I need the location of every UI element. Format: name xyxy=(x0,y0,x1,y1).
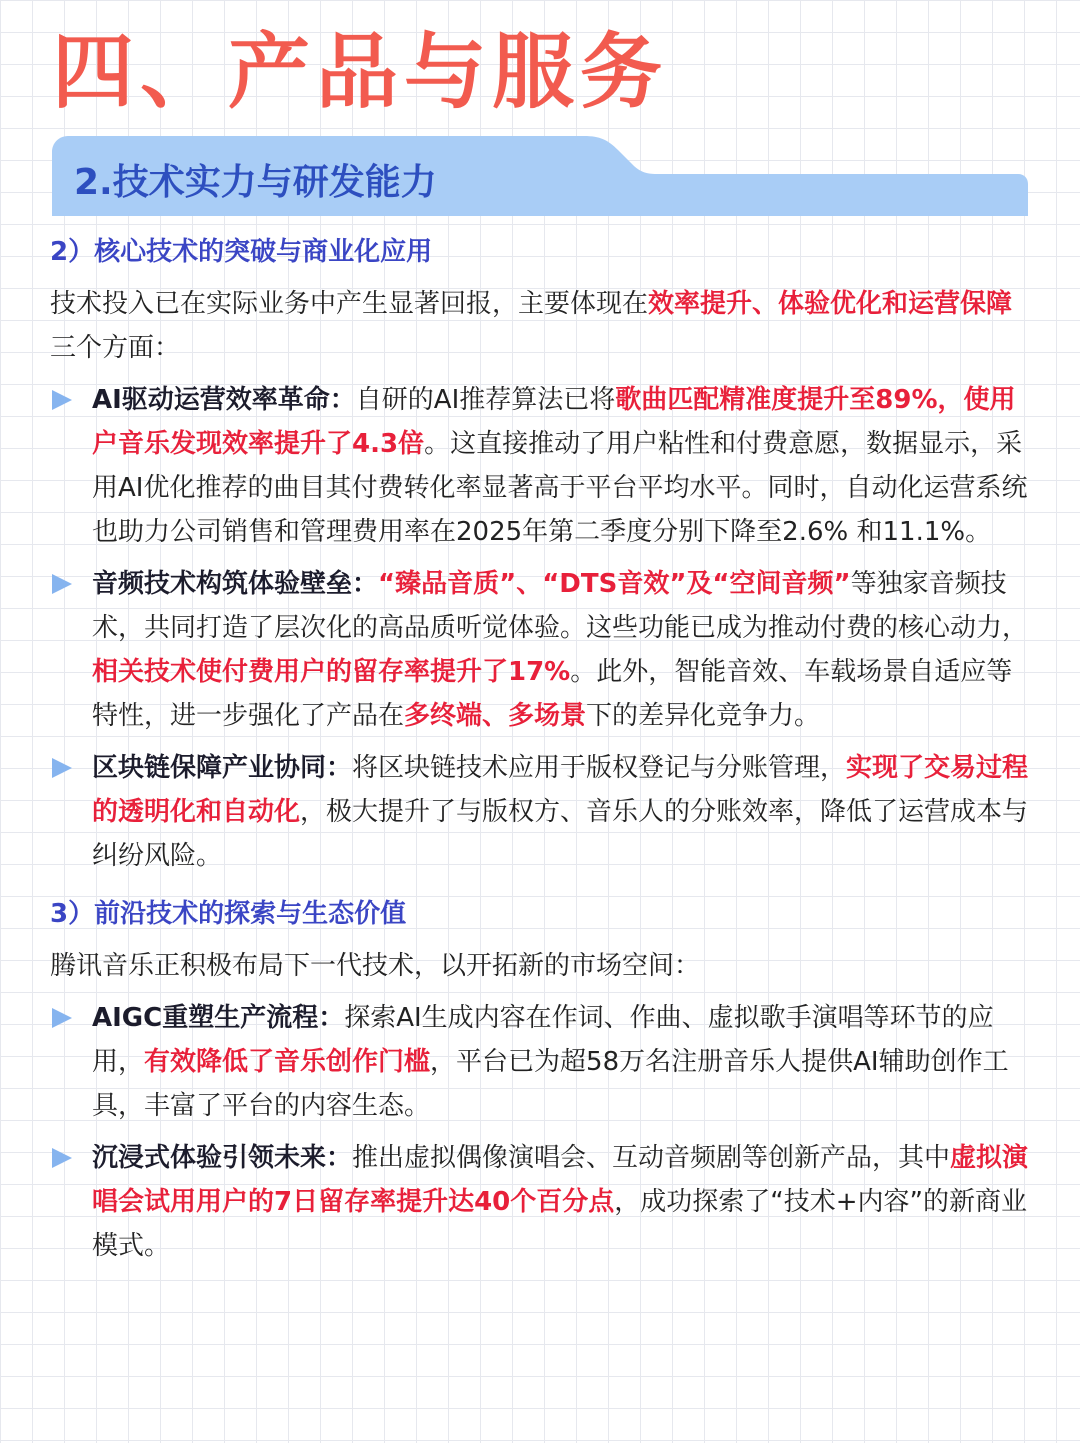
bullet-highlight: 相关技术使付费用户的留存率提升了17% xyxy=(92,657,571,687)
article-body xyxy=(50,230,1030,1268)
intro-text-end: 三个方面： xyxy=(50,333,181,363)
bullet-lead: AI驱动运营效率革命： xyxy=(92,385,356,415)
section-banner xyxy=(52,136,1028,216)
bullet-lead: 音频技术构筑体验壁垒： xyxy=(92,569,379,599)
bullet-text: 自研的AI推荐算法已将 xyxy=(355,385,616,415)
triangle-bullet-icon xyxy=(52,1008,72,1028)
bullet-text: ，极大提升了与版权方、音乐人的分账效率，降低了运营成本与纠纷风险。 xyxy=(92,797,1029,871)
list-item xyxy=(50,562,1030,738)
bullet-text: 。这直接推动了用户粘性和付费意愿，数据显示，采用AI优化推荐的曲目其付费转化率显著高于平台平均水平。同时，自动化运营系统也助力公司销售和管理费用率在2025年第二季度分别下降至2.6% 和11.1%。 xyxy=(92,429,1028,547)
triangle-bullet-icon xyxy=(52,1148,72,1168)
list-item xyxy=(50,746,1030,878)
frontier-tech-list xyxy=(50,996,1030,1268)
triangle-bullet-icon xyxy=(52,574,72,594)
bullet-highlight: “臻品音质”、“DTS音效”及“空间音频” xyxy=(378,569,851,599)
bullet-text: ，成功探索了“技术+内容”的新商业模式。 xyxy=(92,1187,1028,1261)
page-title: 四、产品与服务 xyxy=(52,24,669,120)
bullet-text: 下的差异化竞争力。 xyxy=(586,701,821,731)
bullet-text: 将区块链技术应用于版权登记与分账管理， xyxy=(352,753,847,783)
bullet-highlight: 实现了交易过程的透明化和自动化 xyxy=(92,753,1029,827)
bullet-lead: AIGC重塑生产流程： xyxy=(92,1003,345,1033)
bullet-highlight: 多终端、多场景 xyxy=(404,701,587,731)
intro-highlight: 效率提升、体验优化和运营保障 xyxy=(648,289,1013,319)
triangle-bullet-icon xyxy=(52,758,72,778)
list-item xyxy=(50,378,1030,554)
bullet-text: 探索AI生成内容在作词、作曲、虚拟歌手演唱等环节的应用， xyxy=(92,1003,994,1077)
core-tech-list xyxy=(50,378,1030,878)
list-item xyxy=(50,1136,1030,1268)
subheading-core-tech: 2）核心技术的突破与商业化应用 xyxy=(50,237,433,267)
bullet-highlight: 有效降低了音乐创作门槛 xyxy=(144,1047,431,1077)
bullet-lead: 沉浸式体验引领未来： xyxy=(92,1143,353,1173)
bullet-highlight: 歌曲匹配精准度提升至89%，使用户音乐发现效率提升了4.3倍 xyxy=(92,385,1016,459)
bullet-text: 推出虚拟偶像演唱会、互动音频剧等创新产品，其中 xyxy=(352,1143,951,1173)
bullet-text: 等独家音频技术，共同打造了层次化的高品质听觉体验。这些功能已成为推动付费的核心动力， xyxy=(92,569,1029,643)
bullet-text: ，平台已为超58万名注册音乐人提供AI辅助创作工具，丰富了平台的内容生态。 xyxy=(92,1047,1009,1121)
bullet-lead: 区块链保障产业协同： xyxy=(92,753,353,783)
triangle-bullet-icon xyxy=(52,390,72,410)
intro-text: 技术投入已在实际业务中产生显著回报，主要体现在 xyxy=(50,289,649,319)
section-title: 2.技术实力与研发能力 xyxy=(74,161,437,203)
intro-paragraph-2: 腾讯音乐正积极布局下一代技术，以开拓新的市场空间： xyxy=(50,951,701,981)
intro-paragraph xyxy=(50,282,1030,370)
list-item xyxy=(50,996,1030,1128)
subheading-frontier-tech: 3）前沿技术的探索与生态价值 xyxy=(50,899,407,929)
bullet-highlight: 虚拟演唱会试用用户的7日留存率提升达40个百分点 xyxy=(92,1143,1029,1217)
bullet-text: 。此外，智能音效、车载场景自适应等特性，进一步强化了产品在 xyxy=(92,657,1013,731)
